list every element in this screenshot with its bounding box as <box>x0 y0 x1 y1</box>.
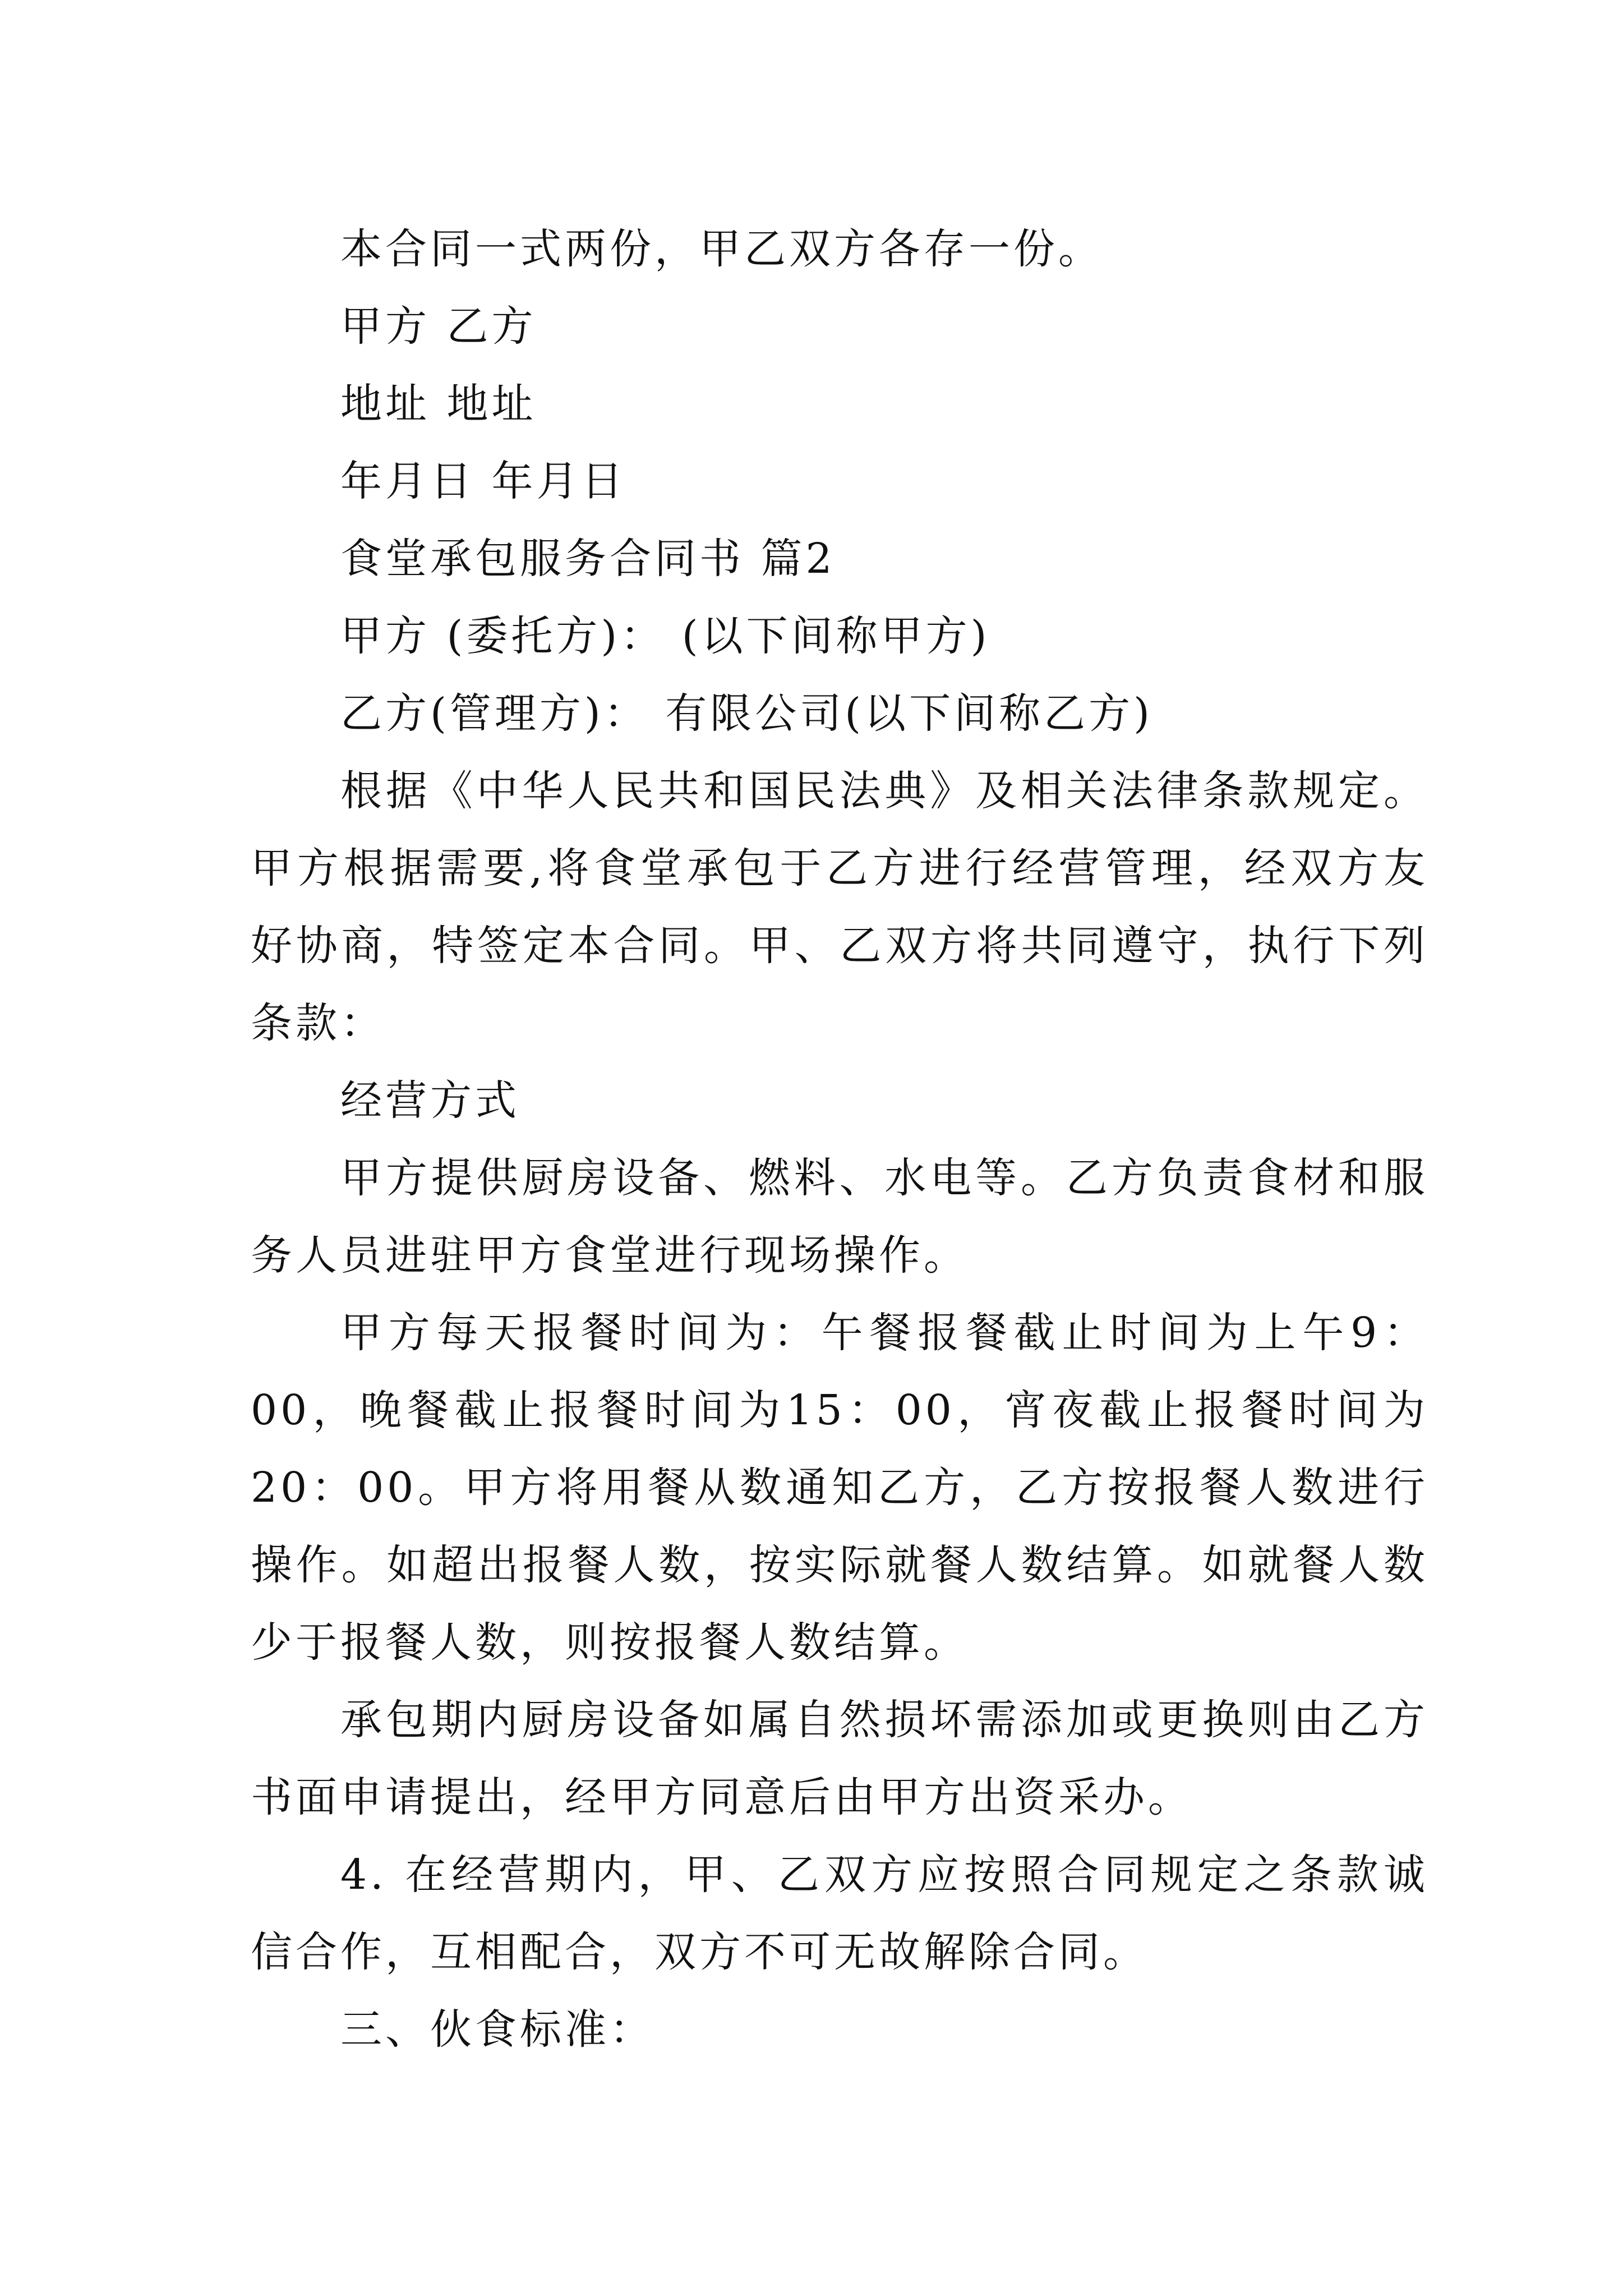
paragraph-equipment: 甲方提供厨房设备、燃料、水电等。乙方负责食材和服务人员进驻甲方食堂进行现场操作。 <box>251 1154 1428 1280</box>
document-body <box>251 210 1428 2068</box>
paragraph-address: 地址 地址 <box>340 380 537 428</box>
paragraph-meal-times: 甲方每天报餐时间为：午餐报餐截止时间为上午9：00，晚餐截止报餐时间为15：00，宵夜截止报餐时间为20：00。甲方将用餐从数通知乙方，乙方按报餐人数进行操作。如超出报餐人数，按实际就餐人数结算。如就餐人数少于报餐人数，则按报餐人数结算。 <box>251 1309 1428 1667</box>
paragraph-date: 年月日 年月日 <box>340 457 626 505</box>
paragraph-party-b: 乙方(管理方)： 有限公司(以下间称乙方) <box>340 689 1154 738</box>
heading-meal-standard: 三、伙食标准： <box>340 2005 654 2054</box>
paragraph-preamble: 根据《中华人民共和国民法典》及相关法律条款规定。甲方根据需要,将食堂承包于乙方进行经营管理，经双方友好协商，特签定本合同。甲、乙双方将共同遵守，执行下列条款： <box>251 767 1428 1047</box>
paragraph-party-a: 甲方 (委托方)： (以下间称甲方) <box>340 612 990 660</box>
paragraph-equipment-replacement: 承包期内厨房设备如属自然损坏需添加或更换则由乙方书面申请提出，经甲方同意后由甲方出资采办。 <box>251 1696 1428 1821</box>
paragraph-parties: 甲方 乙方 <box>340 302 537 351</box>
paragraph-copies: 本合同一式两份，甲乙双方各存一份。 <box>340 225 1103 273</box>
heading-operation-mode: 经营方式 <box>340 1076 520 1125</box>
section-title: 食堂承包服务合同书 篇2 <box>340 535 836 583</box>
paragraph-cooperation: 4. 在经营期内，甲、乙双方应按照合同规定之条款诚信合作，互相配合，双方不可无故解除合同。 <box>251 1851 1428 1976</box>
